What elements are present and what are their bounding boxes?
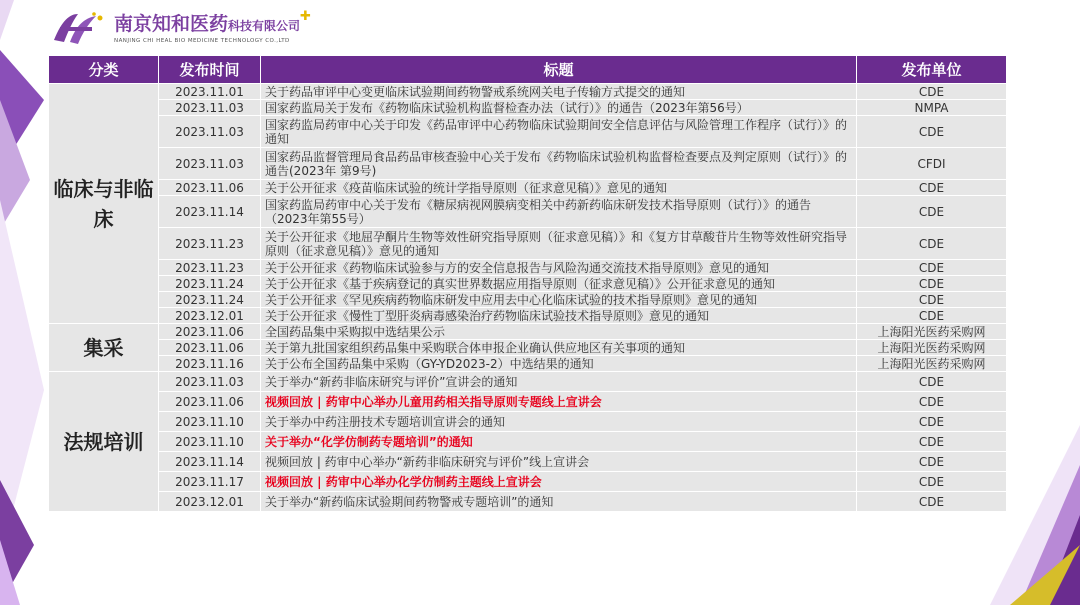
title-cell: 关于第九批国家组织药品集中采购联合体申报企业确认供应地区有关事项的通知 <box>261 340 857 356</box>
unit-cell: CDE <box>857 452 1007 472</box>
category-cell: 临床与非临床 <box>49 84 159 324</box>
date-cell: 2023.11.03 <box>159 116 261 148</box>
table-row <box>49 84 1007 100</box>
header-title: 标题 <box>261 56 857 84</box>
title-cell-highlighted: 视频回放 | 药审中心举办儿童用药相关指导原则专题线上宣讲会 <box>261 392 857 412</box>
title-cell: 全国药品集中采购拟中选结果公示 <box>261 324 857 340</box>
left-decoration <box>0 0 48 605</box>
table-row <box>49 196 1007 228</box>
table-row <box>49 324 1007 340</box>
date-cell: 2023.11.06 <box>159 324 261 340</box>
unit-cell: CFDI <box>857 148 1007 180</box>
date-cell: 2023.11.23 <box>159 228 261 260</box>
table-row <box>49 452 1007 472</box>
date-cell: 2023.12.01 <box>159 308 261 324</box>
unit-cell: 上海阳光医药采购网 <box>857 340 1007 356</box>
table-row <box>49 260 1007 276</box>
table-row <box>49 276 1007 292</box>
date-cell: 2023.11.10 <box>159 432 261 452</box>
unit-cell: CDE <box>857 372 1007 392</box>
company-logo <box>48 8 378 48</box>
title-cell: 关于公开征求《药物临床试验参与方的安全信息报告与风险沟通交流技术指导原则》意见的通知 <box>261 260 857 276</box>
unit-cell: CDE <box>857 180 1007 196</box>
table-row <box>49 148 1007 180</box>
title-cell: 国家药监局关于发布《药物临床试验机构监督检查办法（试行）》的通告（2023年第56号） <box>261 100 857 116</box>
table-row <box>49 472 1007 492</box>
table-row <box>49 340 1007 356</box>
date-cell: 2023.11.24 <box>159 276 261 292</box>
date-cell: 2023.11.03 <box>159 148 261 180</box>
unit-cell: 上海阳光医药采购网 <box>857 324 1007 340</box>
title-cell: 关于举办“新药临床试验期间药物警戒专题培训”的通知 <box>261 492 857 512</box>
title-cell: 关于公开征求《疫苗临床试验的统计学指导原则（征求意见稿）》意见的通知 <box>261 180 857 196</box>
date-cell: 2023.11.24 <box>159 292 261 308</box>
date-cell: 2023.11.14 <box>159 452 261 472</box>
regulation-table <box>48 55 1007 512</box>
date-cell: 2023.11.03 <box>159 372 261 392</box>
table-row <box>49 432 1007 452</box>
unit-cell: CDE <box>857 196 1007 228</box>
title-cell-highlighted: 关于举办“化学仿制药专题培训”的通知 <box>261 432 857 452</box>
title-cell: 关于药品审评中心变更临床试验期间药物警戒系统网关电子传输方式提交的通知 <box>261 84 857 100</box>
company-name-en: NANJING CHI HEAL BIO MEDICINE TECHNOLOGY CO.,LTD <box>114 38 290 44</box>
date-cell: 2023.11.01 <box>159 84 261 100</box>
unit-cell: CDE <box>857 276 1007 292</box>
table-row <box>49 372 1007 392</box>
date-cell: 2023.11.16 <box>159 356 261 372</box>
title-cell-highlighted: 视频回放 | 药审中心举办化学仿制药主题线上宣讲会 <box>261 472 857 492</box>
date-cell: 2023.12.01 <box>159 492 261 512</box>
title-cell: 国家药监局药审中心关于发布《糖尿病视网膜病变相关中药新药临床研发技术指导原则（试行）》的通告（2023年第55号） <box>261 196 857 228</box>
table-row <box>49 100 1007 116</box>
unit-cell: CDE <box>857 84 1007 100</box>
table-row <box>49 412 1007 432</box>
table-row <box>49 292 1007 308</box>
table-row <box>49 180 1007 196</box>
title-cell: 关于公开征求《基于疾病登记的真实世界数据应用指导原则（征求意见稿）》公开征求意见的通知 <box>261 276 857 292</box>
table-row <box>49 116 1007 148</box>
table-row <box>49 308 1007 324</box>
date-cell: 2023.11.23 <box>159 260 261 276</box>
unit-cell: CDE <box>857 292 1007 308</box>
title-cell: 关于公开征求《地屈孕酮片生物等效性研究指导原则（征求意见稿）》和《复方甘草酸苷片生物等效性研究指导原则（征求意见稿）》意见的通知 <box>261 228 857 260</box>
title-cell: 国家药品监督管理局食品药品审核查验中心关于发布《药物临床试验机构监督检查要点及判定原则（试行）》的通告(2023年 第9号) <box>261 148 857 180</box>
table-row <box>49 492 1007 512</box>
title-cell: 关于公布全国药品集中采购（GY-YD2023-2）中选结果的通知 <box>261 356 857 372</box>
title-cell: 关于公开征求《罕见疾病药物临床研发中应用去中心化临床试验的技术指导原则》意见的通知 <box>261 292 857 308</box>
table-header-row <box>49 56 1007 84</box>
date-cell: 2023.11.14 <box>159 196 261 228</box>
unit-cell: 上海阳光医药采购网 <box>857 356 1007 372</box>
table-row <box>49 392 1007 412</box>
unit-cell: CDE <box>857 260 1007 276</box>
unit-cell: CDE <box>857 228 1007 260</box>
category-cell: 集采 <box>49 324 159 372</box>
table-row <box>49 228 1007 260</box>
unit-cell: CDE <box>857 472 1007 492</box>
date-cell: 2023.11.06 <box>159 180 261 196</box>
header-unit: 发布单位 <box>857 56 1007 84</box>
header-category: 分类 <box>49 56 159 84</box>
date-cell: 2023.11.17 <box>159 472 261 492</box>
title-cell: 国家药监局药审中心关于印发《药品审评中心药物临床试验期间安全信息评估与风险管理工作程序（试行）》的通知 <box>261 116 857 148</box>
table-row <box>49 356 1007 372</box>
title-cell: 关于公开征求《慢性丁型肝炎病毒感染治疗药物临床试验技术指导原则》意见的通知 <box>261 308 857 324</box>
unit-cell: CDE <box>857 412 1007 432</box>
unit-cell: CDE <box>857 116 1007 148</box>
title-cell: 视频回放 | 药审中心举办“新药非临床研究与评价”线上宣讲会 <box>261 452 857 472</box>
title-cell: 关于举办“新药非临床研究与评价”宣讲会的通知 <box>261 372 857 392</box>
company-name-suffix: 科技有限公司 <box>228 19 301 33</box>
unit-cell: CDE <box>857 308 1007 324</box>
date-cell: 2023.11.03 <box>159 100 261 116</box>
unit-cell: CDE <box>857 392 1007 412</box>
company-name <box>114 9 311 36</box>
date-cell: 2023.11.06 <box>159 340 261 356</box>
date-cell: 2023.11.10 <box>159 412 261 432</box>
date-cell: 2023.11.06 <box>159 392 261 412</box>
header-date: 发布时间 <box>159 56 261 84</box>
logo-mark-icon <box>48 10 106 46</box>
plus-icon: ✚ <box>300 9 311 24</box>
unit-cell: CDE <box>857 432 1007 452</box>
company-name-main: 南京知和医药 <box>114 13 229 35</box>
unit-cell: CDE <box>857 492 1007 512</box>
unit-cell: NMPA <box>857 100 1007 116</box>
category-cell: 法规培训 <box>49 372 159 512</box>
title-cell: 关于举办中药注册技术专题培训宣讲会的通知 <box>261 412 857 432</box>
